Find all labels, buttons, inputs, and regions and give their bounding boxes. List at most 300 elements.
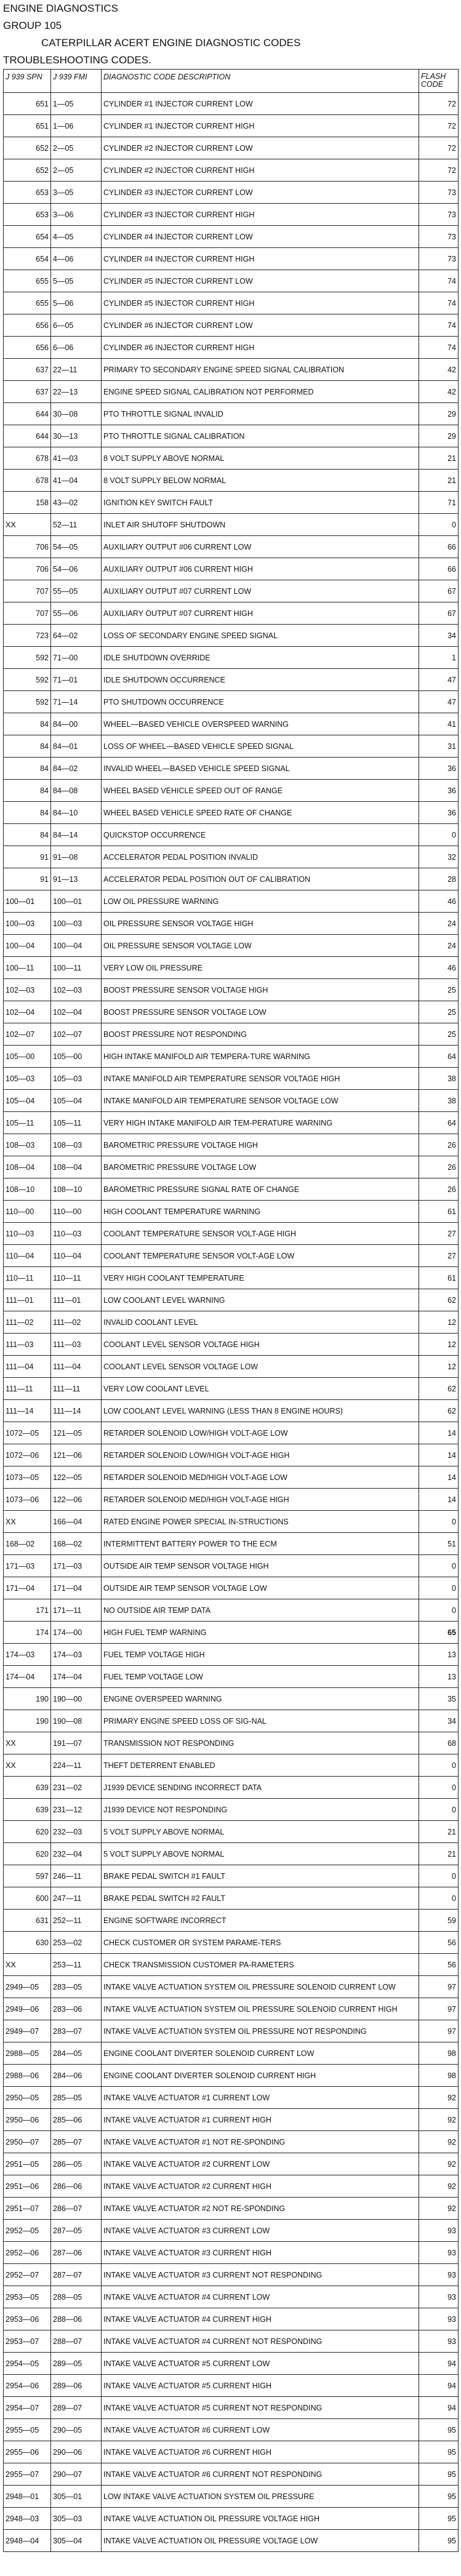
table-row — [4, 935, 459, 957]
flash-code-cell: 0 — [419, 1887, 459, 1910]
flash-code-cell: 66 — [419, 558, 459, 580]
spn-cell: 102—07 — [4, 1023, 51, 1046]
flash-code-cell: 1 — [419, 647, 459, 669]
table-row — [4, 292, 459, 314]
fmi-cell: 64—02 — [51, 625, 102, 647]
spn-cell: 171 — [4, 1599, 51, 1622]
flash-code-cell: 72 — [419, 115, 459, 137]
description-cell: INTAKE MANIFOLD AIR TEMPERATURE SENSOR VOLTAGE LOW — [102, 1090, 419, 1112]
fmi-cell: 91—08 — [51, 846, 102, 868]
table-row — [4, 1156, 459, 1178]
description-cell: AUXILIARY OUTPUT #06 CURRENT LOW — [102, 536, 419, 558]
description-cell: INTAKE VALVE ACTUATOR #2 CURRENT LOW — [102, 2153, 419, 2175]
description-cell: BAROMETRIC PRESSURE VOLTAGE LOW — [102, 1156, 419, 1178]
spn-cell: 111—02 — [4, 1311, 51, 1334]
flash-code-cell: 12 — [419, 1334, 459, 1356]
spn-cell: 190 — [4, 1710, 51, 1732]
description-cell: INTAKE VALVE ACTUATOR #3 CURRENT NOT RESPONDING — [102, 2264, 419, 2286]
spn-cell: 105—03 — [4, 1068, 51, 1090]
description-cell: INTAKE VALVE ACTUATOR #6 CURRENT NOT RESPONDING — [102, 2463, 419, 2486]
column-header-description: DIAGNOSTIC CODE DESCRIPTION — [102, 70, 419, 93]
description-cell: INTAKE VALVE ACTUATION OIL PRESSURE VOLTAGE HIGH — [102, 2508, 419, 2530]
table-row — [4, 1998, 459, 2020]
flash-code-cell: 21 — [419, 470, 459, 492]
fmi-cell: 52—11 — [51, 514, 102, 536]
description-cell: J1939 DEVICE SENDING INCORRECT DATA — [102, 1777, 419, 1799]
description-cell: RETARDER SOLENOID MED/HIGH VOLT-AGE LOW — [102, 1466, 419, 1489]
fmi-cell: 84—02 — [51, 758, 102, 780]
column-header-flash-code: FLASH CODE — [419, 70, 459, 93]
flash-code-cell: 67 — [419, 602, 459, 625]
description-cell: BOOST PRESSURE NOT RESPONDING — [102, 1023, 419, 1046]
fmi-cell: 54—06 — [51, 558, 102, 580]
spn-cell: 174—04 — [4, 1666, 51, 1688]
spn-cell: 620 — [4, 1821, 51, 1843]
fmi-cell: 6—06 — [51, 337, 102, 359]
spn-cell: 1072—06 — [4, 1444, 51, 1466]
page-title: CATERPILLAR ACERT ENGINE DIAGNOSTIC CODES — [41, 37, 301, 49]
flash-code-cell: 34 — [419, 625, 459, 647]
description-cell: INTAKE VALVE ACTUATION SYSTEM OIL PRESSURE NOT RESPONDING — [102, 2020, 419, 2042]
spn-cell: 655 — [4, 270, 51, 292]
description-cell: ENGINE OVERSPEED WARNING — [102, 1688, 419, 1710]
flash-code-cell: 94 — [419, 2353, 459, 2375]
table-row — [4, 115, 459, 137]
column-header-spn: J 939 SPN — [4, 70, 51, 93]
table-row — [4, 1267, 459, 1289]
description-cell: BAROMETRIC PRESSURE SIGNAL RATE OF CHANGE — [102, 1178, 419, 1201]
table-row — [4, 1444, 459, 1466]
description-cell: LOSS OF SECONDARY ENGINE SPEED SIGNAL — [102, 625, 419, 647]
table-row — [4, 957, 459, 979]
flash-code-cell: 66 — [419, 536, 459, 558]
description-cell: FUEL TEMP VOLTAGE LOW — [102, 1666, 419, 1688]
table-row — [4, 2353, 459, 2375]
table-row — [4, 314, 459, 337]
fmi-cell: 174—00 — [51, 1622, 102, 1644]
spn-cell: 678 — [4, 470, 51, 492]
description-cell: CYLINDER #2 INJECTOR CURRENT LOW — [102, 137, 419, 159]
table-row — [4, 359, 459, 381]
table-row — [4, 1001, 459, 1023]
flash-code-cell: 0 — [419, 824, 459, 846]
spn-cell: 2954—05 — [4, 2353, 51, 2375]
table-row — [4, 1356, 459, 1378]
description-cell: INTAKE MANIFOLD AIR TEMPERATURE SENSOR VOLTAGE HIGH — [102, 1068, 419, 1090]
table-row — [4, 713, 459, 735]
flash-code-cell: 94 — [419, 2375, 459, 2397]
fmi-cell: 6—05 — [51, 314, 102, 337]
table-row — [4, 1599, 459, 1622]
flash-code-cell: 94 — [419, 2397, 459, 2419]
fmi-cell: 71—01 — [51, 669, 102, 691]
spn-cell: 2952—07 — [4, 2264, 51, 2286]
table-row — [4, 913, 459, 935]
description-cell: PRIMARY ENGINE SPEED LOSS OF SIG-NAL — [102, 1710, 419, 1732]
fmi-cell: 111—01 — [51, 1289, 102, 1311]
spn-cell: 111—11 — [4, 1378, 51, 1400]
flash-code-cell: 12 — [419, 1311, 459, 1334]
description-cell: INTAKE VALVE ACTUATOR #6 CURRENT HIGH — [102, 2441, 419, 2463]
spn-cell: 2948—04 — [4, 2530, 51, 2552]
flash-code-cell: 92 — [419, 2175, 459, 2198]
table-row — [4, 248, 459, 270]
table-row — [4, 2419, 459, 2441]
description-cell: CYLINDER #4 INJECTOR CURRENT HIGH — [102, 248, 419, 270]
fmi-cell: 100—04 — [51, 935, 102, 957]
fmi-cell: 41—04 — [51, 470, 102, 492]
flash-code-cell: 72 — [419, 137, 459, 159]
spn-cell: 2953—06 — [4, 2308, 51, 2330]
spn-cell: 111—04 — [4, 1356, 51, 1378]
fmi-cell: 84—00 — [51, 713, 102, 735]
fmi-cell: 284—05 — [51, 2042, 102, 2065]
spn-cell: 2949—07 — [4, 2020, 51, 2042]
table-row — [4, 2109, 459, 2131]
description-cell: HIGH INTAKE MANIFOLD AIR TEMPERA-TURE WARNING — [102, 1046, 419, 1068]
description-cell: OUTSIDE AIR TEMP SENSOR VOLTAGE HIGH — [102, 1555, 419, 1577]
description-cell: WHEEL—BASED VEHICLE OVERSPEED WARNING — [102, 713, 419, 735]
spn-cell: 592 — [4, 691, 51, 713]
table-row — [4, 647, 459, 669]
description-cell: CYLINDER #3 INJECTOR CURRENT LOW — [102, 182, 419, 204]
flash-code-cell: 27 — [419, 1223, 459, 1245]
description-cell: BRAKE PEDAL SWITCH #1 FAULT — [102, 1865, 419, 1887]
spn-cell: 2953—07 — [4, 2330, 51, 2353]
table-row — [4, 1422, 459, 1444]
description-cell: PTO THROTTLE SIGNAL INVALID — [102, 403, 419, 425]
spn-cell: 158 — [4, 492, 51, 514]
spn-cell: 84 — [4, 802, 51, 824]
spn-cell: 656 — [4, 314, 51, 337]
spn-cell: 174—03 — [4, 1644, 51, 1666]
flash-code-cell: 65 — [419, 1622, 459, 1644]
table-row — [4, 2153, 459, 2175]
description-cell: LOW COOLANT LEVEL WARNING — [102, 1289, 419, 1311]
spn-cell: 630 — [4, 1932, 51, 1954]
fmi-cell: 71—14 — [51, 691, 102, 713]
table-row — [4, 2087, 459, 2109]
fmi-cell: 171—03 — [51, 1555, 102, 1577]
fmi-cell: 285—05 — [51, 2087, 102, 2109]
flash-code-cell: 0 — [419, 1577, 459, 1599]
table-row — [4, 602, 459, 625]
fmi-cell: 111—02 — [51, 1311, 102, 1334]
description-cell: RETARDER SOLENOID MED/HIGH VOLT-AGE HIGH — [102, 1489, 419, 1511]
spn-cell: 1072—05 — [4, 1422, 51, 1444]
fmi-cell: 190—00 — [51, 1688, 102, 1710]
flash-code-cell: 25 — [419, 1023, 459, 1046]
table-row — [4, 381, 459, 403]
table-row — [4, 1821, 459, 1843]
table-row — [4, 93, 459, 115]
flash-code-cell: 64 — [419, 1112, 459, 1134]
description-cell: VERY HIGH COOLANT TEMPERATURE — [102, 1267, 419, 1289]
spn-cell: 100—11 — [4, 957, 51, 979]
flash-code-cell: 35 — [419, 1688, 459, 1710]
table-row — [4, 1910, 459, 1932]
spn-cell: 171—03 — [4, 1555, 51, 1577]
flash-code-cell: 38 — [419, 1068, 459, 1090]
description-cell: VERY LOW COOLANT LEVEL — [102, 1378, 419, 1400]
fmi-cell: 191—07 — [51, 1732, 102, 1754]
table-row — [4, 1245, 459, 1267]
table-row — [4, 580, 459, 602]
spn-cell: 637 — [4, 381, 51, 403]
fmi-cell: 84—01 — [51, 735, 102, 758]
table-row — [4, 1644, 459, 1666]
spn-cell: 652 — [4, 159, 51, 182]
flash-code-cell: 95 — [419, 2486, 459, 2508]
table-row — [4, 2397, 459, 2419]
fmi-cell: 22—13 — [51, 381, 102, 403]
fmi-cell: 232—04 — [51, 1843, 102, 1865]
table-row — [4, 447, 459, 470]
spn-cell: 639 — [4, 1799, 51, 1821]
flash-code-cell: 14 — [419, 1444, 459, 1466]
spn-cell: 102—04 — [4, 1001, 51, 1023]
spn-cell: 2949—06 — [4, 1998, 51, 2020]
fmi-cell: 110—11 — [51, 1267, 102, 1289]
fmi-cell: 111—04 — [51, 1356, 102, 1378]
flash-code-cell: 73 — [419, 226, 459, 248]
flash-code-cell: 92 — [419, 2153, 459, 2175]
flash-code-cell: 67 — [419, 580, 459, 602]
spn-cell: 2950—05 — [4, 2087, 51, 2109]
flash-code-cell: 73 — [419, 204, 459, 226]
flash-code-cell: 95 — [419, 2419, 459, 2441]
description-cell: INTAKE VALVE ACTUATOR #1 CURRENT HIGH — [102, 2109, 419, 2131]
flash-code-cell: 62 — [419, 1378, 459, 1400]
flash-code-cell: 0 — [419, 1555, 459, 1577]
description-cell: ENGINE SOFTWARE INCORRECT — [102, 1910, 419, 1932]
table-row — [4, 514, 459, 536]
description-cell: INTAKE VALVE ACTUATOR #4 CURRENT NOT RESPONDING — [102, 2330, 419, 2353]
description-cell: WHEEL BASED VEHICLE SPEED RATE OF CHANGE — [102, 802, 419, 824]
spn-cell: 168—02 — [4, 1533, 51, 1555]
table-row — [4, 1134, 459, 1156]
fmi-cell: 55—05 — [51, 580, 102, 602]
spn-cell: 91 — [4, 846, 51, 868]
flash-code-cell: 93 — [419, 2308, 459, 2330]
table-row — [4, 1577, 459, 1599]
fmi-cell: 253—11 — [51, 1954, 102, 1976]
flash-code-cell: 21 — [419, 447, 459, 470]
spn-cell: 102—03 — [4, 979, 51, 1001]
spn-cell: 654 — [4, 226, 51, 248]
spn-cell: 110—11 — [4, 1267, 51, 1289]
fmi-cell: 224—11 — [51, 1754, 102, 1777]
fmi-cell: 231—12 — [51, 1799, 102, 1821]
fmi-cell: 84—14 — [51, 824, 102, 846]
fmi-cell: 252—11 — [51, 1910, 102, 1932]
table-row — [4, 403, 459, 425]
fmi-cell: 286—05 — [51, 2153, 102, 2175]
flash-code-cell: 95 — [419, 2530, 459, 2552]
description-cell: IGNITION KEY SWITCH FAULT — [102, 492, 419, 514]
description-cell: INTERMITTENT BATTERY POWER TO THE ECM — [102, 1533, 419, 1555]
fmi-cell: 54—05 — [51, 536, 102, 558]
table-row — [4, 1688, 459, 1710]
flash-code-cell: 72 — [419, 93, 459, 115]
fmi-cell: 1—05 — [51, 93, 102, 115]
spn-cell: 631 — [4, 1910, 51, 1932]
spn-cell: 110—03 — [4, 1223, 51, 1245]
table-row — [4, 1976, 459, 1998]
description-cell: INLET AIR SHUTOFF SHUTDOWN — [102, 514, 419, 536]
spn-cell: 84 — [4, 824, 51, 846]
table-header-row — [4, 70, 459, 93]
description-cell: INTAKE VALVE ACTUATOR #6 CURRENT LOW — [102, 2419, 419, 2441]
flash-code-cell: 74 — [419, 337, 459, 359]
spn-cell: 84 — [4, 735, 51, 758]
flash-code-cell: 95 — [419, 2463, 459, 2486]
table-row — [4, 137, 459, 159]
spn-cell: 111—01 — [4, 1289, 51, 1311]
description-cell: VERY LOW OIL PRESSURE — [102, 957, 419, 979]
fmi-cell: 287—05 — [51, 2220, 102, 2242]
fmi-cell: 166—04 — [51, 1511, 102, 1533]
table-row — [4, 2463, 459, 2486]
fmi-cell: 287—06 — [51, 2242, 102, 2264]
table-row — [4, 425, 459, 447]
flash-code-cell: 32 — [419, 846, 459, 868]
description-cell: INTAKE VALVE ACTUATOR #2 NOT RE-SPONDING — [102, 2198, 419, 2220]
description-cell: CHECK CUSTOMER OR SYSTEM PARAME-TERS — [102, 1932, 419, 1954]
spn-cell: 91 — [4, 868, 51, 890]
flash-code-cell: 97 — [419, 2020, 459, 2042]
spn-cell: 105—11 — [4, 1112, 51, 1134]
diagnostic-codes-table — [3, 69, 459, 2552]
spn-cell: 174 — [4, 1622, 51, 1644]
flash-code-cell: 14 — [419, 1489, 459, 1511]
table-row — [4, 1378, 459, 1400]
table-row — [4, 470, 459, 492]
spn-cell: 2988—05 — [4, 2042, 51, 2065]
description-cell: INTAKE VALVE ACTUATOR #3 CURRENT LOW — [102, 2220, 419, 2242]
table-row — [4, 1555, 459, 1577]
fmi-cell: 71—00 — [51, 647, 102, 669]
description-cell: INTAKE VALVE ACTUATOR #5 CURRENT NOT RESPONDING — [102, 2397, 419, 2419]
description-cell: CYLINDER #5 INJECTOR CURRENT LOW — [102, 270, 419, 292]
flash-code-cell: 61 — [419, 1267, 459, 1289]
fmi-cell: 305—04 — [51, 2530, 102, 2552]
table-row — [4, 1954, 459, 1976]
fmi-cell: 284—06 — [51, 2065, 102, 2087]
fmi-cell: 4—06 — [51, 248, 102, 270]
fmi-cell: 247—11 — [51, 1887, 102, 1910]
flash-code-cell: 71 — [419, 492, 459, 514]
spn-cell: 2955—07 — [4, 2463, 51, 2486]
flash-code-cell: 13 — [419, 1644, 459, 1666]
fmi-cell: 168—02 — [51, 1533, 102, 1555]
table-row — [4, 1223, 459, 1245]
flash-code-cell: 0 — [419, 1865, 459, 1887]
fmi-cell: 283—06 — [51, 1998, 102, 2020]
spn-cell: 654 — [4, 248, 51, 270]
flash-code-cell: 56 — [419, 1932, 459, 1954]
table-row — [4, 159, 459, 182]
spn-cell: 637 — [4, 359, 51, 381]
description-cell: COOLANT TEMPERATURE SENSOR VOLT-AGE LOW — [102, 1245, 419, 1267]
fmi-cell: 289—06 — [51, 2375, 102, 2397]
fmi-cell: 121—05 — [51, 1422, 102, 1444]
table-row — [4, 1533, 459, 1555]
fmi-cell: 110—00 — [51, 1201, 102, 1223]
flash-code-cell: 72 — [419, 159, 459, 182]
fmi-cell: 290—06 — [51, 2441, 102, 2463]
table-row — [4, 1090, 459, 1112]
spn-cell: 2952—06 — [4, 2242, 51, 2264]
description-cell: J1939 DEVICE NOT RESPONDING — [102, 1799, 419, 1821]
description-cell: COOLANT LEVEL SENSOR VOLTAGE LOW — [102, 1356, 419, 1378]
flash-code-cell: 0 — [419, 1799, 459, 1821]
spn-cell: 655 — [4, 292, 51, 314]
spn-cell: XX — [4, 514, 51, 536]
group-label: GROUP 105 — [3, 20, 62, 31]
table-row — [4, 1068, 459, 1090]
description-cell: BOOST PRESSURE SENSOR VOLTAGE LOW — [102, 1001, 419, 1023]
fmi-cell: 3—06 — [51, 204, 102, 226]
fmi-cell: 105—04 — [51, 1090, 102, 1112]
flash-code-cell: 59 — [419, 1910, 459, 1932]
description-cell: CYLINDER #1 INJECTOR CURRENT LOW — [102, 93, 419, 115]
table-row — [4, 270, 459, 292]
table-row — [4, 824, 459, 846]
fmi-cell: 22—11 — [51, 359, 102, 381]
fmi-cell: 111—11 — [51, 1378, 102, 1400]
flash-code-cell: 12 — [419, 1356, 459, 1378]
table-row — [4, 780, 459, 802]
table-row — [4, 226, 459, 248]
flash-code-cell: 28 — [419, 868, 459, 890]
fmi-cell: 171—04 — [51, 1577, 102, 1599]
fmi-cell: 121—06 — [51, 1444, 102, 1466]
description-cell: IDLE SHUTDOWN OVERRIDE — [102, 647, 419, 669]
flash-code-cell: 61 — [419, 1201, 459, 1223]
fmi-cell: 55—06 — [51, 602, 102, 625]
fmi-cell: 246—11 — [51, 1865, 102, 1887]
description-cell: INTAKE VALVE ACTUATOR #5 CURRENT HIGH — [102, 2375, 419, 2397]
description-cell: INTAKE VALVE ACTUATOR #1 CURRENT LOW — [102, 2087, 419, 2109]
table-row — [4, 1112, 459, 1134]
flash-code-cell: 25 — [419, 1001, 459, 1023]
flash-code-cell: 98 — [419, 2042, 459, 2065]
table-row — [4, 1754, 459, 1777]
flash-code-cell: 38 — [419, 1090, 459, 1112]
table-row — [4, 2286, 459, 2308]
description-cell: COOLANT LEVEL SENSOR VOLTAGE HIGH — [102, 1334, 419, 1356]
description-cell: AUXILIARY OUTPUT #07 CURRENT HIGH — [102, 602, 419, 625]
table-row — [4, 558, 459, 580]
description-cell: PRIMARY TO SECONDARY ENGINE SPEED SIGNAL CALIBRATION — [102, 359, 419, 381]
fmi-cell: 290—05 — [51, 2419, 102, 2441]
table-row — [4, 1777, 459, 1799]
fmi-cell: 108—03 — [51, 1134, 102, 1156]
flash-code-cell: 92 — [419, 2109, 459, 2131]
flash-code-cell: 0 — [419, 1511, 459, 1533]
flash-code-cell: 0 — [419, 1777, 459, 1799]
fmi-cell: 1—06 — [51, 115, 102, 137]
flash-code-cell: 73 — [419, 182, 459, 204]
table-row — [4, 1932, 459, 1954]
spn-cell: 111—03 — [4, 1334, 51, 1356]
section-title: ENGINE DIAGNOSTICS — [3, 2, 119, 14]
description-cell: INTAKE VALVE ACTUATION OIL PRESSURE VOLTAGE LOW — [102, 2530, 419, 2552]
fmi-cell: 285—07 — [51, 2131, 102, 2153]
table-row — [4, 1289, 459, 1311]
fmi-cell: 41—03 — [51, 447, 102, 470]
